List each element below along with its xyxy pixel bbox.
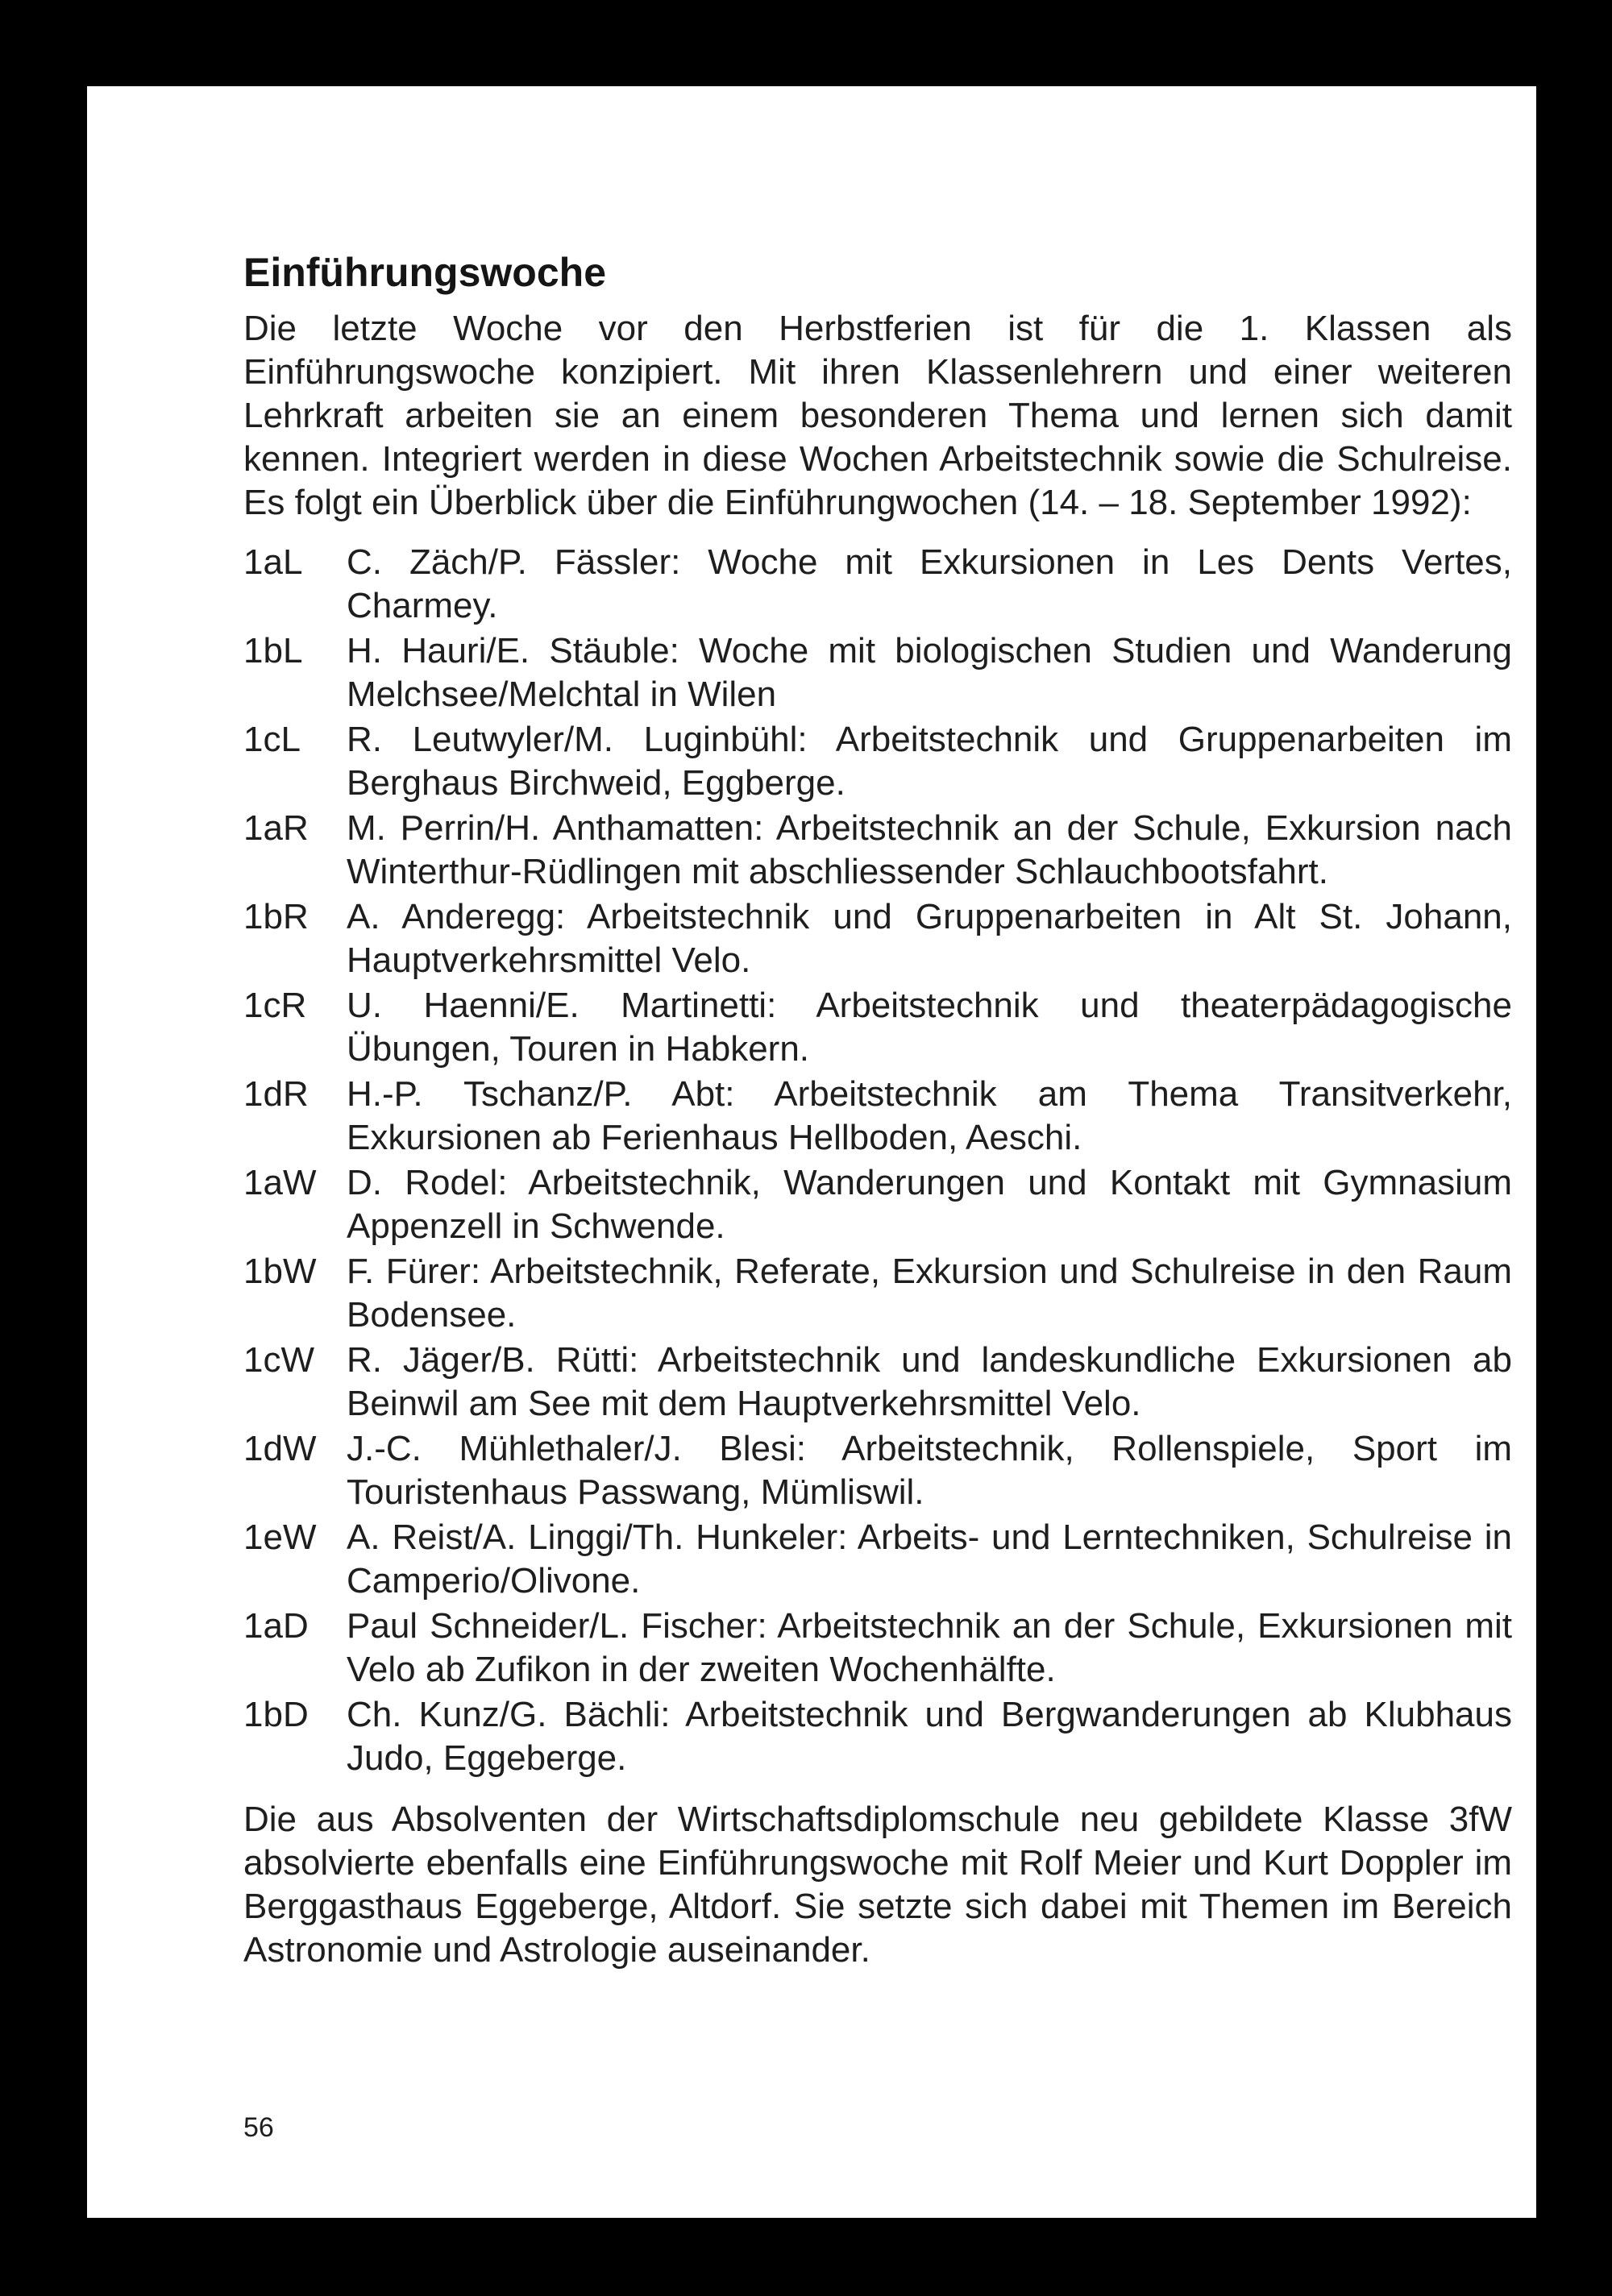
list-item — [243, 718, 1512, 805]
list-item — [243, 1161, 1512, 1248]
list-item — [243, 1250, 1512, 1337]
class-description: A. Anderegg: Arbeitstechnik und Gruppenarbeiten in Alt St. Johann, Hauptverkehrsmittel Velo. — [347, 897, 1512, 980]
class-code: 1aR — [243, 808, 309, 848]
page-number: 56 — [243, 2112, 274, 2143]
class-description: M. Perrin/H. Anthamatten: Arbeitstechnik an der Schule, Exkursion nach Winterthur-Rüdlingen mit abschliessender Schlauchbootsfahrt. — [347, 808, 1512, 891]
class-description: C. Zäch/P. Fässler: Woche mit Exkursionen in Les Dents Vertes, Charmey. — [347, 542, 1512, 625]
list-item — [243, 1073, 1512, 1160]
page-title: Einführungswoche — [243, 250, 606, 295]
document-page — [87, 86, 1536, 2218]
class-code: 1dW — [243, 1429, 317, 1468]
closing-paragraph: Die aus Absolventen der Wirtschaftsdiplomschule neu gebildete Klasse 3fW absolvierte ebenfalls eine Einführungswoche mit Rolf Meier und Kurt Doppler im Berggasthaus Eggeberge, Altdorf. Sie setzte sich dabei mit Themen im Bereich Astronomie und Astrologie auseinander. — [243, 1800, 1512, 1970]
page-content — [243, 247, 1512, 1972]
list-item — [243, 895, 1512, 982]
class-description: U. Haenni/E. Martinetti: Arbeitstechnik und theaterpädagogische Übungen, Touren in Habkern. — [347, 986, 1512, 1069]
list-item — [243, 984, 1512, 1071]
list-item — [243, 1339, 1512, 1426]
class-code: 1bR — [243, 897, 309, 936]
class-description: Ch. Kunz/G. Bächli: Arbeitstechnik und Bergwanderungen ab Klubhaus Judo, Eggeberge. — [347, 1695, 1512, 1778]
class-code: 1bD — [243, 1695, 309, 1734]
list-item — [243, 1693, 1512, 1780]
intro-paragraph: Die letzte Woche vor den Herbstferien ist für die 1. Klassen als Einführungswoche konzipiert. Mit ihren Klassenlehrern und einer weiteren Lehrkraft arbeiten sie an einem besonderen Thema und lernen sich damit kennen. Integriert werden in diese Wochen Arbeitstechnik sowie die Schulreise. Es folgt ein Überblick über die Einführungwochen (14. – 18. September 1992): — [243, 309, 1512, 522]
list-item — [243, 629, 1512, 716]
class-code: 1cW — [243, 1340, 314, 1380]
list-item — [243, 807, 1512, 894]
list-item — [243, 1516, 1512, 1603]
class-description: R. Leutwyler/M. Luginbühl: Arbeitstechnik und Gruppenarbeiten im Berghaus Birchweid, Eggberge. — [347, 720, 1512, 803]
list-item — [243, 1427, 1512, 1514]
class-description: J.-C. Mühlethaler/J. Blesi: Arbeitstechnik, Rollenspiele, Sport im Touristenhaus Passwang, Mümliswil. — [347, 1429, 1512, 1512]
class-description: H.-P. Tschanz/P. Abt: Arbeitstechnik am Thema Transitverkehr, Exkursionen ab Ferienhaus Hellboden, Aeschi. — [347, 1074, 1512, 1157]
class-code: 1eW — [243, 1518, 317, 1557]
class-description: F. Fürer: Arbeitstechnik, Referate, Exkursion und Schulreise in den Raum Bodensee. — [347, 1252, 1512, 1335]
class-code: 1cL — [243, 720, 301, 759]
list-item — [243, 1605, 1512, 1692]
class-list — [243, 541, 1512, 1780]
class-description: Paul Schneider/L. Fischer: Arbeitstechnik an der Schule, Exkursionen mit Velo ab Zufikon in der zweiten Wochenhälfte. — [347, 1606, 1512, 1689]
class-description: A. Reist/A. Linggi/Th. Hunkeler: Arbeits- und Lerntechniken, Schulreise in Camperio/Olivone. — [347, 1518, 1512, 1601]
class-code: 1cR — [243, 986, 307, 1025]
class-code: 1bL — [243, 631, 303, 671]
class-description: R. Jäger/B. Rütti: Arbeitstechnik und landeskundliche Exkursionen ab Beinwil am See mit dem Hauptverkehrsmittel Velo. — [347, 1340, 1512, 1423]
class-code: 1bW — [243, 1252, 317, 1291]
class-code: 1aL — [243, 542, 303, 582]
class-description: H. Hauri/E. Stäuble: Woche mit biologischen Studien und Wanderung Melchsee/Melchtal in Wilen — [347, 631, 1512, 714]
class-code: 1dR — [243, 1074, 309, 1114]
class-description: D. Rodel: Arbeitstechnik, Wanderungen und Kontakt mit Gymnasium Appenzell in Schwende. — [347, 1163, 1512, 1246]
class-code: 1aD — [243, 1606, 309, 1646]
list-item — [243, 541, 1512, 628]
class-code: 1aW — [243, 1163, 317, 1202]
